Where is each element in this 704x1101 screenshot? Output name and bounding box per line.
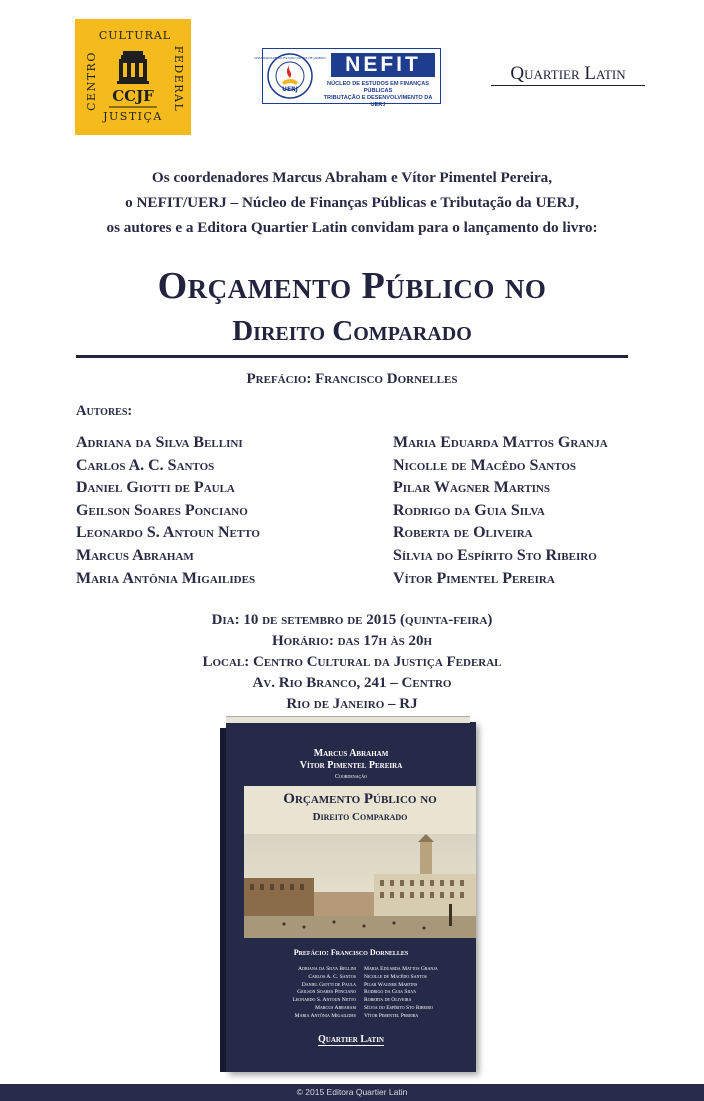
cover-painting xyxy=(244,834,476,938)
ccjf-logo-graphic xyxy=(75,19,191,135)
cover-author-name: Leonardo S. Antoun Netto xyxy=(292,997,356,1004)
invitation-line: o NEFIT/UERJ – Núcleo de Finanças Públicas e Tributação da UERJ, xyxy=(125,194,579,211)
nefit-subtitle xyxy=(317,81,439,109)
cover-author-name: Roberta de Oliveira xyxy=(364,997,412,1004)
book-cover-image xyxy=(226,722,476,1072)
cover-author-name: Sílvia do Espírito Sto Ribeiro xyxy=(364,1004,433,1011)
author-name: Maria Antônia Migailides xyxy=(76,569,256,587)
author-name: Adriana da Silva Bellini xyxy=(76,434,243,451)
cover-title-line-2: Direito Comparado xyxy=(312,811,408,823)
invitation-text xyxy=(20,165,684,240)
event-venue: Local: Centro Cultural da Justiça Federal xyxy=(202,654,502,670)
cover-author-name: Carlos A. C. Santos xyxy=(308,973,356,980)
uerj-seal-icon xyxy=(254,52,326,100)
authors-list-right xyxy=(393,432,608,590)
cover-author-name: Maria Antônia Migailides xyxy=(294,1012,356,1019)
ccjf-text-right: FEDERAL xyxy=(172,45,185,113)
cover-author-name: Vítor Pimentel Pereira xyxy=(364,1012,419,1019)
preface-credit: Prefácio: Francisco Dornelles xyxy=(246,371,458,387)
author-name: Geilson Soares Ponciano xyxy=(76,501,248,519)
event-date: Dia: 10 de setembro de 2015 (quinta-feira) xyxy=(211,612,493,628)
author-name: Carlos A. C. Santos xyxy=(76,456,215,474)
invitation-line: os autores e a Editora Quartier Latin convidam para o lançamento do livro: xyxy=(106,219,598,236)
cover-author-name: Nicolle de Macêdo Santos xyxy=(364,973,427,980)
author-name: Leonardo S. Antoun Netto xyxy=(76,524,260,542)
cover-preface: Prefácio: Francisco Dornelles xyxy=(293,948,409,957)
uerj-seal-text: UERJ xyxy=(282,86,298,93)
nefit-subtitle-line: NÚCLEO DE ESTUDOS EM FINANÇAS PÚBLICAS xyxy=(327,81,429,94)
cover-authors-right xyxy=(364,966,438,1021)
cover-author-name: Geilson Soares Ponciano xyxy=(297,989,356,996)
author-name: Maria Eduarda Mattos Granja xyxy=(393,434,608,451)
author-name: Marcus Abraham xyxy=(76,546,194,564)
venice-square-painting xyxy=(244,834,476,938)
title-divider xyxy=(76,355,628,358)
authors-list-left xyxy=(76,432,260,590)
author-name: Pilar Wagner Martins xyxy=(393,479,550,497)
cover-author-2: Vítor Pimentel Pereira xyxy=(299,760,403,771)
ccjf-text-left: CENTRO xyxy=(85,51,98,111)
author-name: Roberta de Oliveira xyxy=(393,524,533,542)
nefit-title: NEFIT xyxy=(331,53,435,77)
cover-author-name: Adriana da Silva Bellini xyxy=(298,966,356,972)
ccjf-text-top: CULTURAL xyxy=(98,29,172,42)
event-time: Horário: das 17h às 20h xyxy=(271,633,433,649)
building-icon xyxy=(117,51,149,84)
event-address: Av. Rio Branco, 241 – Centro xyxy=(252,675,452,691)
author-name: Sílvia do Espírito Sto Ribeiro xyxy=(393,546,597,564)
author-name: Daniel Giotti de Paula xyxy=(76,479,235,497)
ccjf-monogram: CCJF xyxy=(112,87,154,105)
event-details xyxy=(40,610,664,715)
book-title-line-2: Direito Comparado xyxy=(232,315,472,347)
cover-coordination-label: Coordenação xyxy=(334,774,367,780)
cover-author-name: Pilar Wagner Martins xyxy=(364,981,418,988)
nefit-subtitle-line: TRIBUTAÇÃO E DESENVOLVIMENTO DA UERJ xyxy=(323,95,433,108)
footer-copyright: © 2015 Editora Quartier Latin xyxy=(0,1084,704,1101)
cover-title-line-1: Orçamento Público no xyxy=(283,791,437,807)
author-name: Rodrigo da Guia Silva xyxy=(393,501,545,519)
cover-author-name: Rodrigo da Guia Silva xyxy=(364,989,417,996)
cover-author-name: Daniel Giotti de Paula xyxy=(301,981,356,988)
ccjf-text-bottom: JUSTIÇA xyxy=(103,110,163,123)
cover-publisher xyxy=(226,1034,476,1045)
cover-author-name: Maria Eduarda Mattos Granja xyxy=(364,966,438,972)
invitation-line: Os coordenadores Marcus Abraham e Vítor Pimentel Pereira, xyxy=(151,169,553,186)
author-name: Vítor Pimentel Pereira xyxy=(393,569,555,587)
nefit-logo xyxy=(254,48,441,108)
book-pages xyxy=(226,716,470,723)
cover-author-name: Marcus Abraham xyxy=(315,1004,356,1011)
cover-authors-left xyxy=(292,966,356,1021)
author-name: Nicolle de Macêdo Santos xyxy=(393,456,577,474)
cover-publisher-name: Quartier Latin xyxy=(318,1034,384,1045)
authors-heading: Autores: xyxy=(76,403,133,419)
uerj-seal-ring-text: UNIVERSIDADE DO ESTADO DO RIO DE JANEIRO xyxy=(254,56,326,60)
ccjf-logo xyxy=(75,19,191,135)
cover-author-1: Marcus Abraham xyxy=(313,748,389,759)
book-title-line-1: Orçamento Público no xyxy=(157,265,547,307)
quartier-latin-logo: Quartier Latin xyxy=(491,63,645,86)
event-city: Rio de Janeiro – RJ xyxy=(286,696,418,712)
cover-title-band xyxy=(244,786,476,834)
